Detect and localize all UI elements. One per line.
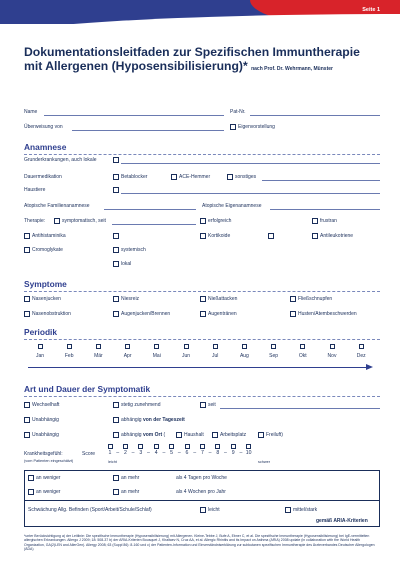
month-label: Feb (64, 353, 74, 359)
score-label: Score (82, 451, 96, 457)
haustiere-checkbox[interactable] (113, 187, 119, 193)
augenjucken-checkbox[interactable] (113, 311, 119, 317)
abhaengig-tageszeit-label: abhängig von der Tageszeit (121, 417, 185, 423)
stetig-checkbox[interactable] (113, 402, 119, 408)
month-checkbox[interactable] (242, 344, 247, 349)
score-separator: – (208, 450, 212, 456)
schwaechung-mittel-label: mittel/stark (293, 507, 318, 513)
month-checkbox[interactable] (359, 344, 364, 349)
unabhaengig-ort-checkbox[interactable] (24, 432, 30, 438)
betablocker-label: Betablocker (121, 174, 148, 180)
cromoglykate-label: Cromoglykate (32, 247, 63, 253)
name-label: Name (24, 109, 38, 115)
title-subtitle: nach Prof. Dr. Wehrmann, Münster (251, 66, 333, 72)
mehr-wochen-checkbox[interactable] (113, 489, 119, 495)
weniger-tage-label: an weniger (36, 475, 61, 481)
sonstiges-label: sonstiges (235, 174, 257, 180)
stetig-label: stetig zunehmend (121, 402, 161, 408)
month-checkbox[interactable] (213, 344, 218, 349)
art-heading: Art und Dauer der Symptomatik (24, 384, 151, 394)
krankheitsgefuehl-label: Krankheitsgefühl: (24, 451, 63, 457)
score-checkbox[interactable] (123, 444, 128, 449)
fliessschnupfen-checkbox[interactable] (290, 296, 296, 302)
systemisch-label: systemisch (121, 247, 146, 253)
anamnese-heading: Anamnese (24, 142, 67, 152)
unabhaengig-tageszeit-label: Unabhängig (32, 417, 59, 423)
timeline-arrow (28, 367, 368, 368)
seit-field[interactable] (220, 408, 380, 409)
therapie-label: Therapie: (24, 218, 46, 224)
nasenobstruktion-checkbox[interactable] (24, 311, 30, 317)
month-checkbox[interactable] (300, 344, 305, 349)
antihistaminika-label: Antihistaminika (32, 233, 66, 239)
score-separator: – (193, 450, 197, 456)
eigenvorstellung-label: Eigenvorstellung (238, 124, 275, 130)
fliessschnupfen-label: Fließschnupfen (298, 296, 333, 302)
niessattacken-label: Nießattacken (208, 296, 238, 302)
freiluft-checkbox[interactable] (258, 432, 264, 438)
wochen-pro-jahr-label: als 4 Wochen pro Jahr (176, 489, 226, 495)
month-checkbox[interactable] (96, 344, 101, 349)
aria-divider (24, 500, 380, 501)
score-checkbox[interactable] (231, 444, 236, 449)
ueberweisung-label: Überweisung von (24, 124, 63, 130)
lokal-checkbox[interactable] (113, 261, 119, 267)
score-value: 5 (170, 450, 174, 456)
score-checkbox[interactable] (169, 444, 174, 449)
score-checkbox[interactable] (138, 444, 143, 449)
nasenobstruktion-label: Nasenobstruktion (32, 311, 71, 317)
score-checkbox[interactable] (154, 444, 159, 449)
haustiere-field[interactable] (121, 193, 380, 194)
freiluft-label: Freiluft) (266, 432, 283, 438)
augentraenen-label: Augentränen (208, 311, 237, 317)
weniger-wochen-checkbox[interactable] (28, 489, 34, 495)
arrow-head-icon (366, 364, 373, 370)
cromoglykate-checkbox[interactable] (24, 247, 30, 253)
seit-label: seit (208, 402, 216, 408)
score-value: 1 (108, 450, 112, 456)
name-field[interactable] (44, 115, 224, 116)
niesreiz-checkbox[interactable] (113, 296, 119, 302)
kortikoide-label: Kortikoide (208, 233, 231, 239)
ueberweisung-field[interactable] (72, 130, 224, 131)
wechselhaft-checkbox[interactable] (24, 402, 30, 408)
familienanamnese-field[interactable] (104, 209, 196, 210)
haushalt-label: Haushalt (184, 432, 204, 438)
symptomatisch-field[interactable] (112, 224, 196, 225)
betablocker-checkbox[interactable] (113, 174, 119, 180)
score-separator: – (177, 450, 181, 456)
score-separator: – (116, 450, 120, 456)
score-separator: – (162, 450, 166, 456)
antihistaminika-systemisch-checkbox[interactable] (113, 233, 119, 239)
augentraenen-checkbox[interactable] (200, 311, 206, 317)
score-value: 8 (216, 450, 220, 456)
systemisch-checkbox[interactable] (113, 247, 119, 253)
grunderkrankungen-field[interactable] (121, 163, 380, 164)
score-separator: – (147, 450, 150, 456)
score-value: 2 (123, 450, 127, 456)
niesreiz-label: Niesreiz (121, 296, 140, 302)
month-label: Mär (94, 353, 103, 359)
lokal-label: lokal (121, 261, 132, 267)
symptomatisch-label: symptomatisch, seit (62, 218, 106, 224)
month-checkbox[interactable] (67, 344, 72, 349)
wechselhaft-label: Wechselhaft (32, 402, 60, 408)
divider (24, 154, 380, 155)
month-checkbox[interactable] (271, 344, 276, 349)
nasenjucken-label: Nasenjucken (32, 296, 61, 302)
score-value: 4 (154, 450, 158, 456)
abhaengig-tageszeit-checkbox[interactable] (113, 417, 119, 423)
score-value: 6 (185, 450, 189, 456)
divider (24, 396, 380, 397)
eigenanamnese-label: Atopische Eigenanamnese (202, 203, 262, 209)
antihistaminika-checkbox[interactable] (24, 233, 30, 239)
kortikoide-checkbox[interactable] (200, 233, 206, 239)
tage-pro-woche-label: als 4 Tagen pro Woche (176, 475, 227, 481)
frustran-checkbox[interactable] (312, 218, 318, 224)
month-checkbox[interactable] (38, 344, 43, 349)
weniger-tage-checkbox[interactable] (28, 475, 34, 481)
nasenjucken-checkbox[interactable] (24, 296, 30, 302)
grunderkrankungen-checkbox[interactable] (113, 157, 119, 163)
haustiere-label: Haustiere (24, 187, 46, 193)
unabhaengig-ort-label: Unabhängig (32, 432, 59, 438)
aria-kriterien-label: gemäß ARIA-Kriterien (316, 518, 368, 524)
kortikoide-option-checkbox[interactable] (268, 233, 274, 239)
dauermedikation-label: Dauermedikation (24, 174, 62, 180)
patnr-field[interactable] (250, 115, 380, 116)
unabhaengig-tageszeit-checkbox[interactable] (24, 417, 30, 423)
sonstiges-checkbox[interactable] (227, 174, 233, 180)
abhaengig-ort-label: abhängig vom Ort ( (121, 432, 166, 438)
eigenvorstellung-checkbox[interactable] (230, 124, 236, 130)
weniger-wochen-label: an weniger (36, 489, 61, 495)
divider (24, 291, 380, 292)
score-value: 7 (200, 450, 204, 456)
score-checkbox[interactable] (185, 444, 190, 449)
ace-label: ACE-Hemmer (179, 174, 211, 180)
score-checkbox[interactable] (246, 444, 251, 449)
schwaechung-label: Schwächung Allg. Befinden (Sport/Arbeit/Schule/Schlaf) (28, 507, 152, 513)
niessattacken-checkbox[interactable] (200, 296, 206, 302)
score-separator: – (131, 450, 135, 456)
sonstiges-field[interactable] (262, 180, 380, 181)
patnr-label: Pat-Nr. (230, 109, 246, 115)
month-label: Mai (152, 353, 161, 359)
score-checkbox[interactable] (108, 444, 113, 449)
score-value: 3 (139, 450, 143, 456)
title-line-1: Dokumentationsleitfaden zur Spezifischen Immuntherapie (24, 45, 360, 59)
familienanamnese-label: Atopische Familienanamnese (24, 203, 90, 209)
month-label: Nov (327, 353, 337, 359)
score-value: 10 (245, 450, 252, 456)
mehr-tage-checkbox[interactable] (113, 475, 119, 481)
leicht-label: leicht (108, 460, 117, 464)
husten-checkbox[interactable] (290, 311, 296, 317)
month-label: Jun (181, 353, 191, 359)
erfolgreich-checkbox[interactable] (200, 218, 206, 224)
month-label: Jul (211, 353, 219, 359)
schwaechung-leicht-label: leicht (208, 507, 220, 513)
document-title (24, 45, 384, 76)
month-label: Aug (239, 353, 249, 359)
month-checkbox[interactable] (184, 344, 189, 349)
erfolgreich-label: erfolgreich (208, 218, 232, 224)
grunderkrankungen-label: Grunderkrankungen, auch lokale (24, 157, 97, 163)
seit-checkbox[interactable] (200, 402, 206, 408)
schwaechung-leicht-checkbox[interactable] (200, 507, 206, 513)
eigenanamnese-field[interactable] (270, 209, 380, 210)
ace-checkbox[interactable] (171, 174, 177, 180)
frustran-label: frustran (320, 218, 337, 224)
antileukotriene-checkbox[interactable] (312, 233, 318, 239)
score-value: 9 (231, 450, 235, 456)
schwer-label: schwer (258, 460, 271, 464)
arbeitsplatz-label: Arbeitsplatz (220, 432, 247, 438)
mehr-wochen-label: an mehr (121, 489, 140, 495)
schwaechung-mittel-checkbox[interactable] (285, 507, 291, 513)
score-separator: – (239, 450, 243, 456)
footnote: *unter Berücksichtigung a) der Leitlinie: Die spezifische Immuntherapie (Hyposensibilisierung) mit Allergenen. Kleine-Tebbe J, Bufe A, Ebner C, et al. Die spezifische Immuntherapie (Hyposensibilisierung) bei IgE-vermittelten allergischen Erkrankungen. Allergo J 2009; 18: 508-37 b) der ARIA-Kriterien Bousquet J, Khaltaev N, Cruz AA, et al. Allergic Rhinitis and its Impact on Asthma (ARIA) 2008 update (in collaboration with the World Health Organization, GA(2)LEN and AllerGen). Allergy 2008; 63 (Suppl 86): 8-160 und c) der Patienten-Information und Einverständniserklärung zur subkutanen spezifischen Immuntherapie des Ärzteverbandes Deutscher Allergologen (ÄDA) (24, 534, 375, 551)
month-checkbox[interactable] (125, 344, 130, 349)
month-label: Apr (123, 353, 132, 359)
augenjucken-label: Augenjucken/Brennen (121, 311, 171, 317)
title-line-2: mit Allergenen (Hyposensibilisierung)* nach Prof. Dr. Wehrmann, Münster (24, 59, 333, 73)
husten-label: Husten/Atembeschwerden (298, 311, 357, 317)
score-separator: – (224, 450, 227, 456)
score-checkbox[interactable] (215, 444, 220, 449)
mehr-tage-label: an mehr (121, 475, 140, 481)
page-number: Seite 1 (362, 7, 380, 13)
antileukotriene-label: Antileukotriene (320, 233, 354, 239)
haushalt-checkbox[interactable] (176, 432, 182, 438)
month-checkbox[interactable] (330, 344, 335, 349)
month-label: Dez (356, 353, 366, 359)
symptome-heading: Symptome (24, 279, 67, 289)
divider (24, 339, 380, 340)
arbeitsplatz-checkbox[interactable] (212, 432, 218, 438)
month-checkbox[interactable] (154, 344, 159, 349)
month-label: Jan (35, 353, 45, 359)
krankheitsgefuehl-sub: (vom Patienten eingeschätzt) (24, 459, 74, 463)
abhaengig-ort-checkbox[interactable] (113, 432, 119, 438)
month-label: Sep (269, 353, 279, 359)
periodik-heading: Periodik (24, 327, 58, 337)
score-checkbox[interactable] (200, 444, 205, 449)
symptomatisch-checkbox[interactable] (54, 218, 60, 224)
month-label: Okt (298, 353, 307, 359)
